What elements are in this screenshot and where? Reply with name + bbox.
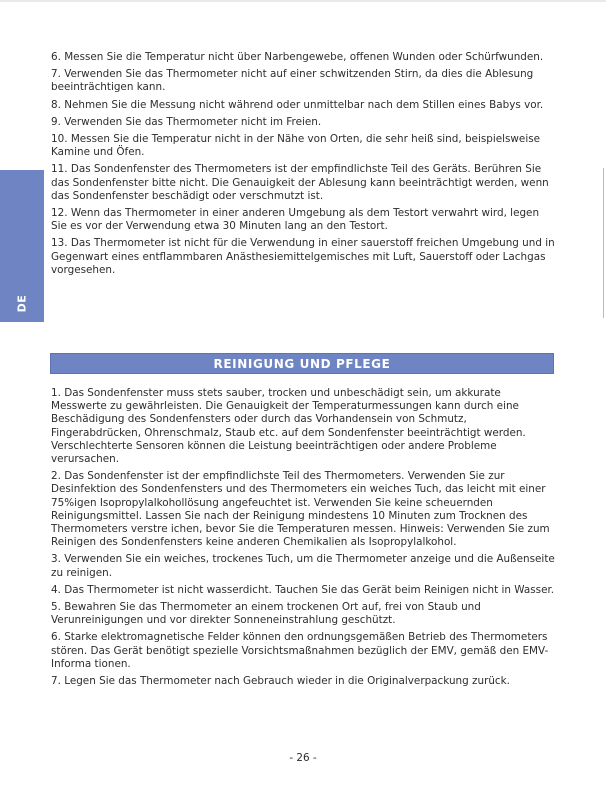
top-divider xyxy=(0,0,606,2)
cleaning-list xyxy=(51,387,556,692)
cleaning-item: 6. Starke elektromagnetische Felder können den ordnungsgemäßen Betrieb des Thermometers stören. Das Gerät benötigt spezielle Vorsichtsmaßnahmen bezüglich der EMV, gemäß den EMV-Informa tionen. xyxy=(51,631,549,670)
section-title: REINIGUNG UND PFLEGE xyxy=(213,356,391,371)
precaution-item: 7. Verwenden Sie das Thermometer nicht auf einer schwitzenden Stirn, da dies die Ablesung beeinträchtigen kann. xyxy=(51,68,534,94)
precaution-item: 10. Messen Sie die Temperatur nicht in der Nähe von Orten, die sehr heiß sind, beispielsweise Kamine und Öfen. xyxy=(51,133,541,159)
cleaning-item: 5. Bewahren Sie das Thermometer an einem trockenen Ort auf, frei von Staub und Verunreinigungen und vor direkter Sonneneinstrahlung geschützt. xyxy=(51,601,481,627)
cleaning-item: 1. Das Sondenfenster muss stets sauber, trocken und unbeschädigt sein, um akkurate Messwerte zu gewährleisten. Die Genauigkeit der Temperaturmessungen kann durch eine Beschädigung des Sondenfensters oder durch das Vorhandensein von Schmutz, Fingerabdrücken, Ohrenschmalz, Staub etc. auf dem Sondenfenster beeinträchtigt werden. Verschlechterte Sensoren können die Leistung beeinträchtigen oder andere Probleme verursachen. xyxy=(51,387,526,466)
cleaning-item: 7. Legen Sie das Thermometer nach Gebrauch wieder in die Originalverpackung zurück. xyxy=(51,675,510,688)
cleaning-item: 2. Das Sondenfenster ist der empfindlichste Teil des Thermometers. Verwenden Sie zur Desinfektion des Sondenfensters und des Thermometers ein weiches Tuch, das leicht mit einer 75%igen Isopropylalkohollösung angefeuchtet ist. Verwenden Sie keine scheuernden Reinigungsmittel. Lassen Sie nach der Reinigung mindestens 10 Minuten zum Trocknen des Thermometers verstre ichen, bevor Sie die Temperaturen messen. Hinweis: Verwenden Sie zum Reinigen des Sondenfensters keine anderen Chemikalien als Isopropylalkohol. xyxy=(51,470,550,549)
precaution-item: 11. Das Sondenfenster des Thermometers ist der empfindlichste Teil des Geräts. Berühren Sie das Sondenfenster bitte nicht. Die Genauigkeit der Ablesung kann beeinträchtigt werden, wenn das Sondenfenster beschädigt oder verschmutzt ist. xyxy=(51,163,549,202)
precaution-item: 12. Wenn das Thermometer in einer anderen Umgebung als dem Testort verwahrt wird, legen Sie es vor der Verwendung etwa 30 Minuten lang an den Testort. xyxy=(51,207,540,233)
language-tab-label: DE xyxy=(15,294,29,313)
page-number: - 26 - xyxy=(289,752,317,764)
precautions-list xyxy=(51,51,556,281)
precaution-item: 13. Das Thermometer ist nicht für die Verwendung in einer sauerstoff freichen Umgebung und in Gegenwart eines entflammbaren Anästhesiemittelgemisches mit Luft, Sauerstoff oder Lachgas vorgesehen. xyxy=(51,237,555,276)
right-edge-marker xyxy=(603,168,604,318)
precaution-item: 8. Nehmen Sie die Messung nicht während oder unmittelbar nach dem Stillen eines Babys vor. xyxy=(51,98,544,111)
language-tab xyxy=(0,170,44,322)
section-header-bar xyxy=(50,353,554,374)
precaution-item: 6. Messen Sie die Temperatur nicht über Narbengewebe, offenen Wunden oder Schürfwunden. xyxy=(51,51,544,63)
precaution-item: 9. Verwenden Sie das Thermometer nicht im Freien. xyxy=(51,115,322,128)
cleaning-item: 3. Verwenden Sie ein weiches, trockenes Tuch, um die Thermometer anzeige und die Außenseite zu reinigen. xyxy=(51,553,555,579)
cleaning-item: 4. Das Thermometer ist nicht wasserdicht. Tauchen Sie das Gerät beim Reinigen nicht in Wasser. xyxy=(51,583,555,596)
